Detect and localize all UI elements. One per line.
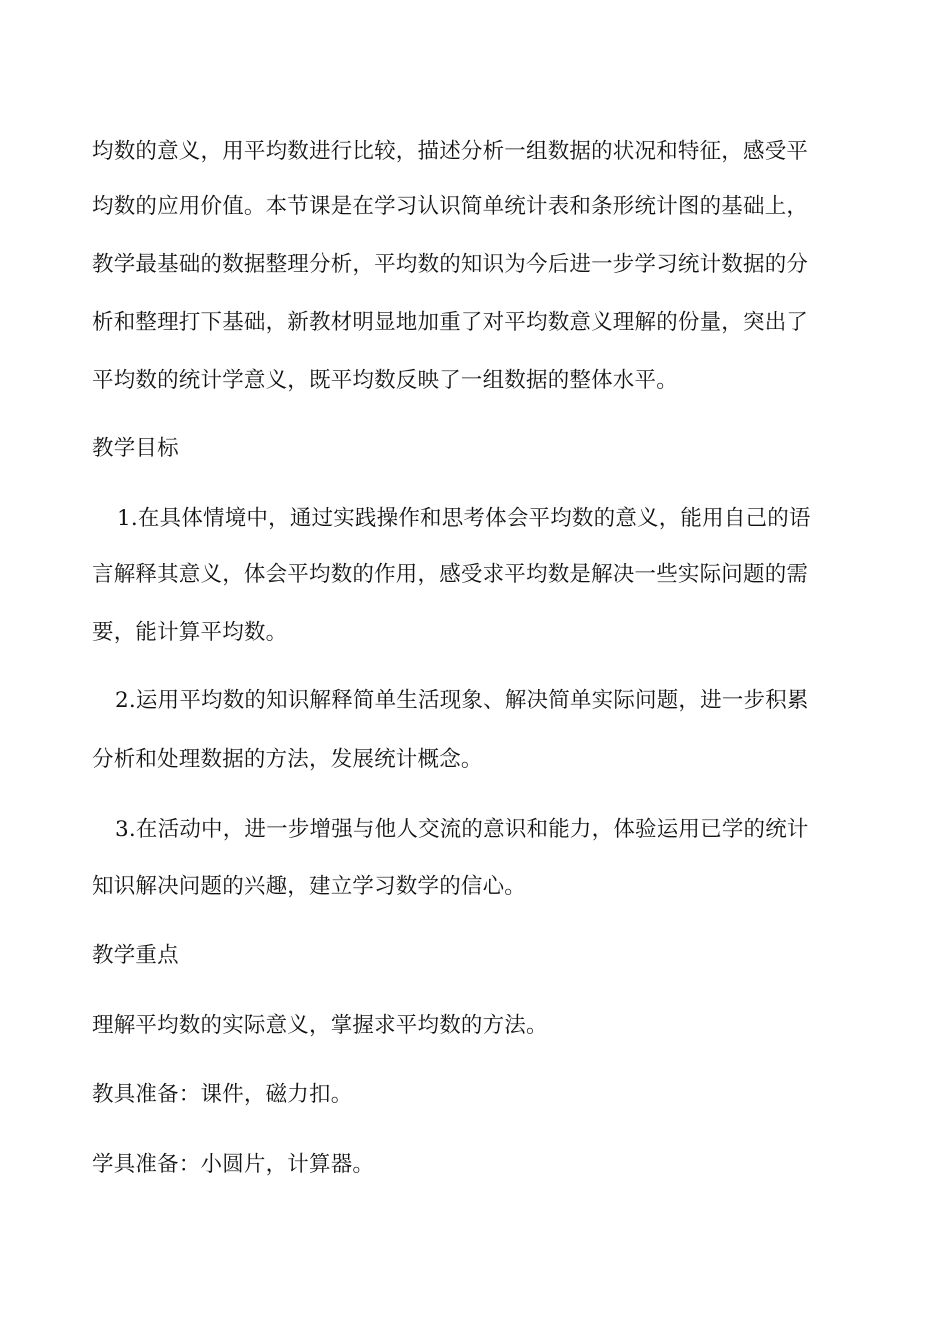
objective-3-line-1: 3.在活动中，进一步增强与他人交流的意识和能力，体验运用已学的统计 [115, 817, 809, 842]
objective-1-line-2: 言解释其意义，体会平均数的作用，感受求平均数是解决一些实际问题的需 [92, 562, 809, 587]
objective-2-line-2: 分析和处理数据的方法，发展统计概念。 [92, 747, 483, 772]
objective-2-line-1: 2.运用平均数的知识解释简单生活现象、解决简单实际问题，进一步积累 [115, 688, 809, 713]
objectives-heading: 教学目标 [92, 436, 179, 461]
intro-line-4: 析和整理打下基础，新教材明显地加重了对平均数意义理解的份量，突出了 [92, 310, 809, 335]
teacher-prep: 教具准备：课件，磁力扣。 [92, 1082, 353, 1107]
objective-1-line-3: 要，能计算平均数。 [92, 620, 288, 645]
key-points-heading: 教学重点 [92, 943, 179, 968]
intro-line-1: 均数的意义，用平均数进行比较，描述分析一组数据的状况和特征，感受平 [92, 139, 809, 164]
student-prep: 学具准备：小圆片，计算器。 [92, 1152, 375, 1177]
objective-1-line-1: 1.在具体情境中，通过实践操作和思考体会平均数的意义，能用自己的语 [117, 506, 811, 531]
objective-3-line-2: 知识解决问题的兴趣，建立学习数学的信心。 [92, 874, 527, 899]
intro-line-2: 均数的应用价值。本节课是在学习认识简单统计表和条形统计图的基础上， [92, 194, 809, 219]
intro-line-5: 平均数的统计学意义，既平均数反映了一组数据的整体水平。 [92, 368, 678, 393]
intro-line-3: 教学最基础的数据整理分析，平均数的知识为今后进一步学习统计数据的分 [92, 252, 809, 277]
key-points-text: 理解平均数的实际意义，掌握求平均数的方法。 [92, 1013, 548, 1038]
